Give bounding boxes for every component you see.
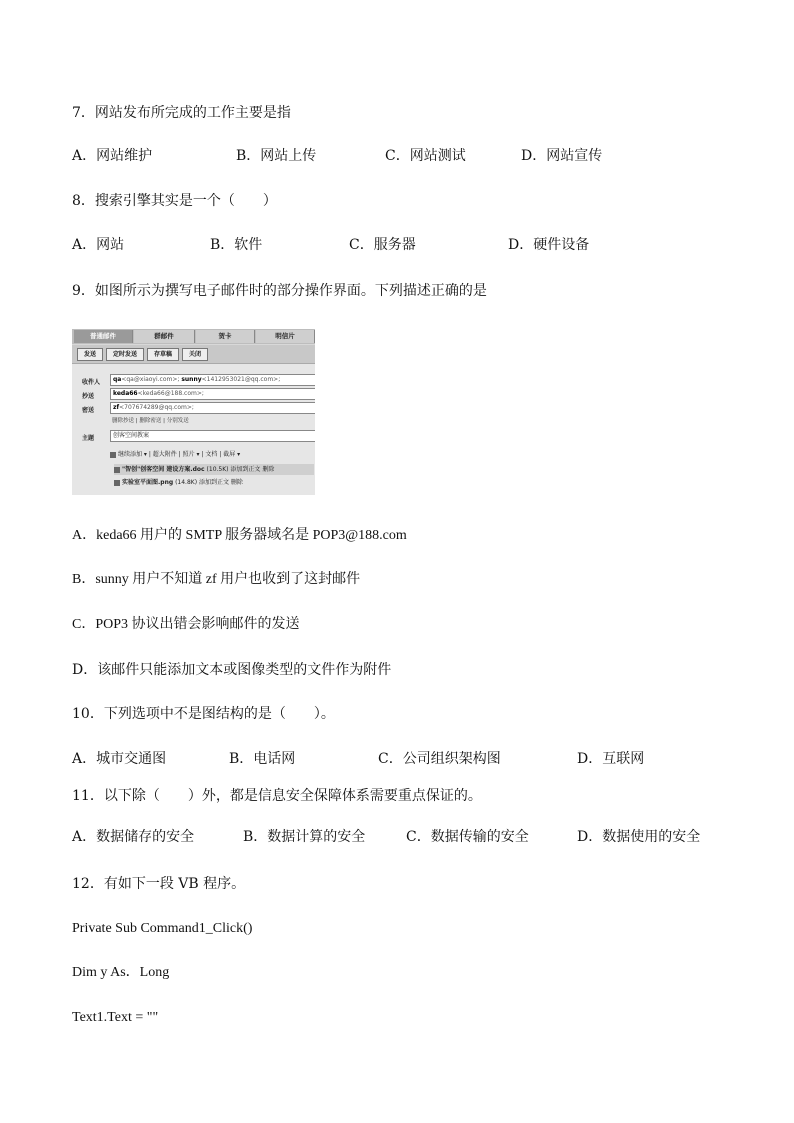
code-line-2: Dim y As．Long [72, 965, 170, 980]
close-button: 关闭 [182, 348, 208, 361]
tab-group-mail: 群邮件 [134, 330, 195, 343]
q7-option-a: A．网站维护 [72, 148, 153, 164]
attachment-1 [114, 464, 314, 475]
cc-recipient: keda66 [113, 390, 138, 397]
email-tabs [72, 329, 315, 344]
bcc-label: 密送 [82, 407, 95, 414]
q7-option-d: D．网站宣传 [521, 148, 603, 164]
attachment-1-meta: (10.5K) 添加到正文 删除 [206, 466, 275, 473]
q10-option-a: A．城市交通图 [72, 751, 167, 767]
q11-option-b: B．数据计算的安全 [243, 829, 366, 845]
attachment-1-name: "智创"创客空间 建设方案.doc [122, 466, 205, 473]
q9-stem: 9．如图所示为撰写电子邮件时的部分操作界面。下列描述正确的是 [72, 283, 487, 299]
email-form [72, 364, 315, 495]
q10-option-c: C．公司组织架构图 [378, 751, 501, 767]
q9-option-a: A．keda66 用户的 SMTP 服务器域名是 POP3@188.com [72, 528, 407, 543]
to-field [110, 374, 315, 386]
code-line-3: Text1.Text = "" [72, 1010, 159, 1025]
q10-option-d: D．互联网 [577, 751, 645, 767]
q11-stem: 11．以下除（ ）外，都是信息安全保障体系需要重点保证的。 [72, 788, 482, 804]
subject-field: 创客空间教案 [110, 430, 315, 442]
q10-option-b: B．电话网 [229, 751, 296, 767]
q9-option-b: B．sunny 用户不知道 zf 用户也收到了这封邮件 [72, 572, 361, 587]
q8-stem: 8．搜索引擎其实是一个（ ） [72, 193, 277, 209]
q11-option-d: D．数据使用的安全 [577, 829, 701, 845]
bcc-field [110, 402, 315, 414]
q11-option-c: C．数据传输的安全 [406, 829, 529, 845]
q7-option-c: C．网站测试 [385, 148, 466, 164]
q11-option-a: A．数据储存的安全 [72, 829, 195, 845]
to-recipient-sunny-addr: <1412953021@qq.com>; [201, 376, 281, 383]
bcc-recipient-addr: <707674289@qq.com>; [119, 404, 194, 411]
q8-option-d: D．硬件设备 [508, 237, 590, 253]
tab-greeting-card: 贺卡 [196, 330, 255, 343]
paperclip-icon [110, 452, 116, 458]
attachment-toolbar [110, 449, 315, 461]
attachment-2 [114, 477, 314, 488]
cc-links: 删除抄送 | 删除密送 | 分别发送 [112, 418, 189, 424]
send-button: 发送 [77, 348, 103, 361]
email-button-row [72, 345, 315, 364]
tab-postcard: 明信片 [256, 330, 315, 343]
scheduled-send-button: 定时发送 [106, 348, 144, 361]
code-line-1: Private Sub Command1_Click() [72, 921, 253, 936]
q9-option-c: C．POP3 协议出错会影响邮件的发送 [72, 617, 300, 632]
bcc-recipient: zf [113, 404, 120, 411]
q8-option-c: C．服务器 [349, 237, 416, 253]
cc-label: 抄送 [82, 393, 95, 400]
q12-stem: 12．有如下一段 VB 程序。 [72, 876, 246, 892]
to-recipient-qa: qa [113, 376, 122, 383]
to-recipient-qa-addr: <qa@xiaoyi.com>; [121, 376, 180, 383]
to-label: 收件人 [82, 379, 101, 386]
q8-option-b: B．软件 [210, 237, 263, 253]
attachment-icon [114, 467, 120, 473]
attachment-icon [114, 480, 120, 486]
tab-normal-mail: 普通邮件 [74, 330, 133, 343]
save-draft-button: 存草稿 [147, 348, 179, 361]
cc-recipient-addr: <keda66@188.com>; [137, 390, 204, 397]
to-recipient-sunny: sunny [181, 376, 202, 383]
subject-label: 主题 [82, 435, 95, 442]
q9-option-d: D．该邮件只能添加文本或图像类型的文件作为附件 [72, 662, 392, 678]
attachment-2-name: 实验室平面图.png [122, 479, 174, 486]
cc-field [110, 388, 315, 400]
attachment-2-meta: (14.8K) 添加到正文 删除 [175, 479, 243, 486]
q7-option-b: B．网站上传 [236, 148, 317, 164]
q8-option-a: A．网站 [72, 237, 125, 253]
attachment-toolbar-text: 继续添加 ▾ | 超大附件 | 照片 ▾ | 文档 | 截屏 ▾ [118, 451, 241, 458]
q7-stem: 7．网站发布所完成的工作主要是指 [72, 105, 291, 121]
email-compose-figure [72, 329, 315, 495]
q10-stem: 10．下列选项中不是图结构的是（ ）。 [72, 706, 335, 722]
